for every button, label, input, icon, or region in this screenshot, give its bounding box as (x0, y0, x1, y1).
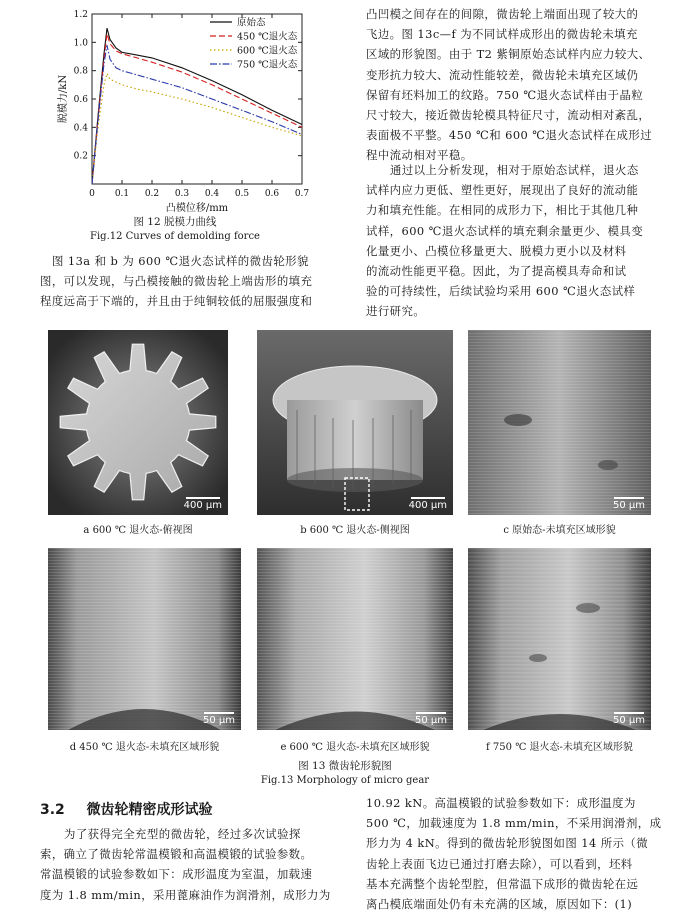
y-tick-label: 0.4 (73, 123, 88, 134)
legend-label: 600 ℃退火态 (237, 45, 298, 57)
scale-bar: 50 μm (203, 712, 235, 726)
left-paragraph-2 (40, 824, 344, 905)
sem-image-c-original (468, 330, 651, 515)
legend-label: 450 ℃退火态 (237, 31, 298, 43)
sem-image-b-side-view (257, 330, 453, 515)
x-tick-label: 0 (89, 189, 95, 199)
unfilled-region-texture (48, 548, 241, 730)
text-line: 尺寸较大，接近微齿轮模具特征尺寸，流动相对紊乱， (366, 108, 651, 123)
section-heading (40, 799, 213, 819)
gear-side-view-graphic (257, 330, 453, 515)
text-line: 通过以上分析发现，相对于原始态试样，退火态 (390, 163, 639, 177)
text-line: 程度远高于下端的，并且由于纯铜较低的屈服强度和 (40, 294, 313, 309)
section-title: 微齿轮精密成形试验 (86, 802, 213, 818)
text-line: 10.92 kN。高温模锻的试验参数如下：成形温度为 (366, 796, 636, 810)
right-paragraph-2 (366, 160, 672, 322)
y-axis-label: 脱模力/kN (58, 74, 69, 124)
scale-bar: 50 μm (613, 497, 645, 511)
text-line: 齿轮上表面飞边已通过打磨去除），可以看到，坯料 (366, 856, 633, 871)
sem-image-e-600 (257, 548, 453, 730)
panel-label-c: c 原始态-未填充区域形貌 (503, 525, 616, 536)
legend-label: 原始态 (237, 17, 266, 29)
unfilled-region-texture (468, 330, 651, 515)
text-line: 表面极不平整。450 ℃和 600 ℃退火态试样在成形过 (366, 128, 653, 143)
x-tick-label: 0.2 (144, 189, 160, 199)
text-line: 基本充满整个齿轮型腔，但常温下成形的微齿轮在远 (366, 876, 639, 891)
panel-label-a: a 600 ℃ 退火态-俯视图 (83, 525, 193, 536)
right-paragraph-1 (366, 4, 672, 166)
x-tick-label: 0.7 (294, 189, 310, 199)
fig12-chart (40, 4, 310, 214)
x-tick-label: 0.3 (174, 189, 190, 199)
x-tick-label: 0.4 (204, 189, 220, 199)
text-line: 进行研究。 (366, 304, 426, 319)
fig12-caption-en: Fig.12 Curves of demolding force (90, 231, 260, 242)
text-line: 的流动性能更平稳。因此，为了提高模具寿命和试 (366, 264, 627, 279)
x-axis-label: 凸模位移/mm (165, 203, 229, 214)
text-line: 索，确立了微齿轮常温模锻和高温模锻的试验参数。 (40, 847, 313, 862)
panel-label-f: f 750 ℃ 退火态-未填充区域形貌 (486, 742, 633, 753)
scale-bar: 400 μm (184, 497, 222, 511)
y-tick-label: 0.2 (73, 151, 88, 162)
legend-label: 750 ℃退火态 (237, 59, 298, 71)
text-line: 常温模锻的试验参数如下：成形温度为室温，加载速 (40, 867, 313, 882)
sem-image-f-750 (468, 548, 651, 730)
y-tick-label: 1.0 (73, 38, 88, 49)
x-tick-label: 0.5 (234, 189, 250, 199)
text-line: 力和填充性能。在相同的成形力下，相比于其他几种 (366, 203, 639, 218)
unfilled-region-texture (257, 548, 453, 730)
series-line (92, 74, 302, 185)
gear-top-view-graphic (48, 330, 228, 515)
text-line: 图 13a 和 b 为 600 ℃退火态试样的微齿轮形貌 (52, 254, 309, 268)
y-tick-label: 0.8 (73, 66, 88, 77)
text-line: 试样内应力更低、塑性更好，展现出了良好的流动能 (366, 183, 639, 198)
left-paragraph-1 (40, 251, 344, 312)
text-line: 形力为 4 kN。得到的微齿轮形貌图如图 14 所示（微 (366, 836, 649, 851)
y-tick-label: 1.2 (73, 10, 88, 20)
panel-label-e: e 600 ℃ 退火态-未填充区域形貌 (280, 742, 430, 753)
x-tick-label: 0.1 (114, 189, 130, 199)
text-line: 程中流动相对平稳。 (366, 148, 473, 163)
section-number: 3.2 (40, 802, 65, 818)
sem-image-d-450 (48, 548, 241, 730)
fig13-caption-cn: 图 13 微齿轮形貌图 (298, 760, 392, 772)
text-line: 图，可以发现，与凸模接触的微齿轮上端齿形的填充 (40, 274, 313, 289)
text-line: 飞边。图 13c—f 为不同试样成形出的微齿轮未填充 (366, 27, 638, 42)
text-line: 离凸模底端面处仍有未充满的区域，原因如下：(1) (366, 897, 633, 912)
panel-label-d: d 450 ℃ 退火态-未填充区域形貌 (69, 742, 220, 753)
right-paragraph-3 (366, 793, 672, 914)
y-tick-label: 0.6 (73, 95, 88, 105)
text-line: 凸凹模之间存在的间隙，微齿轮上端面出现了较大的 (366, 7, 639, 21)
panel-label-b: b 600 ℃ 退火态-侧视图 (300, 525, 410, 536)
scale-bar: 50 μm (613, 712, 645, 726)
text-line: 变形抗力较大、流动性能较差，微齿轮未填充区域仍 (366, 67, 639, 82)
unfilled-region-texture (468, 548, 651, 730)
text-line: 为了获得完全充型的微齿轮，经过多次试验探 (64, 827, 301, 841)
demolding-force-chart (40, 4, 310, 214)
text-line: 保留有坯料加工的纹路。750 ℃退火态试样由于晶粒 (366, 87, 644, 102)
text-line: 度为 1.8 mm/min，采用蓖麻油作为润滑剂，成形力为 (40, 887, 331, 902)
text-line: 区域的形貌图。由于 T2 紫铜原始态试样内应力较大、 (366, 47, 651, 62)
text-line: 500 ℃，加载速度为 1.8 mm/min，不采用润滑剂，成 (366, 816, 662, 831)
fig12-caption-cn: 图 12 脱模力曲线 (133, 216, 217, 228)
text-line: 试样，600 ℃退火态试样的填充剩余量更少、模具变 (366, 223, 644, 238)
x-tick-label: 0.6 (264, 189, 280, 199)
fig13-caption-en: Fig.13 Morphology of micro gear (260, 775, 430, 786)
scale-bar: 400 μm (409, 497, 447, 511)
scale-bar: 50 μm (415, 712, 447, 726)
sem-image-a-top-view (48, 330, 228, 515)
text-line: 化量更小、凸模位移量更大、脱模力更小以及材料 (366, 243, 627, 258)
text-line: 验的可持续性，后续试验均采用 600 ℃退火态试样 (366, 284, 636, 299)
